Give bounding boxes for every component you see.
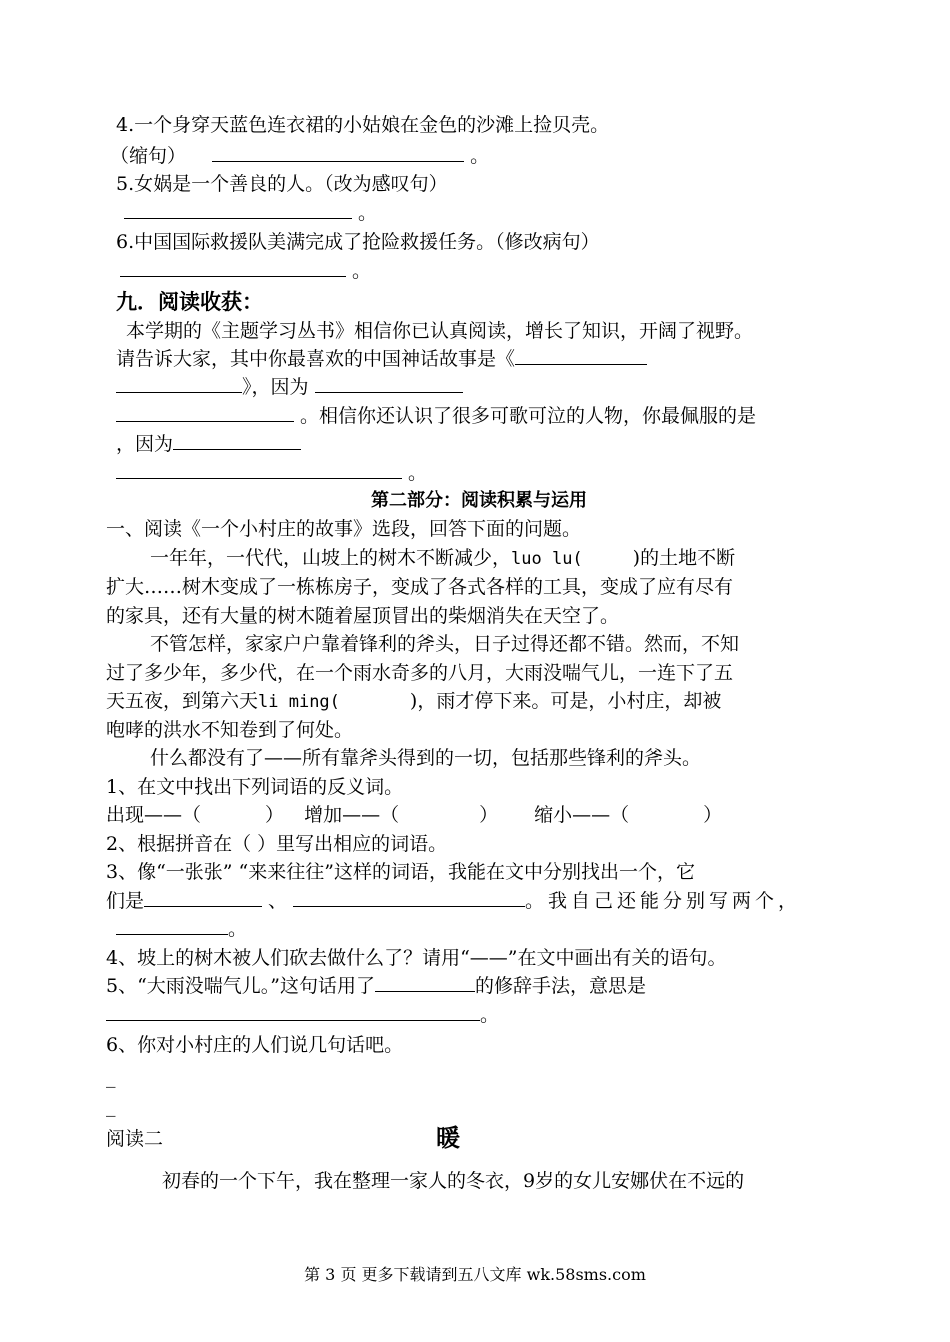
antonym-chuxian-close: ） bbox=[265, 804, 285, 826]
question3-line2 bbox=[106, 888, 801, 914]
section9-heading: 九．阅读收获： bbox=[116, 290, 263, 314]
q5-line bbox=[116, 171, 448, 197]
q4-answer-line bbox=[110, 143, 489, 169]
question3-text-b3: 。我自己还能分别写两个， bbox=[525, 890, 802, 912]
q4-hint: （缩句） bbox=[110, 145, 187, 167]
question3-line1: 3、像“一张张” “来来往往”这样的词语，我能在文中分别找出一个，它 bbox=[106, 861, 695, 883]
q4-text: 4.一个身穿天蓝色连衣裙的小姑娘在金色的沙滩上捡贝壳。 bbox=[116, 114, 610, 136]
q4-period: 。 bbox=[470, 145, 490, 167]
section9-line4 bbox=[116, 403, 756, 429]
answer-dash-1[interactable]: _ bbox=[106, 1066, 116, 1088]
passage1-line3: 的家具，还有大量的树木随着屋顶冒出的柴烟消失在天空了。 bbox=[106, 605, 620, 627]
section9-text3: 》，因为 bbox=[242, 376, 309, 398]
luolu-answer-blank[interactable] bbox=[583, 546, 633, 564]
reason-blank-cont[interactable] bbox=[116, 403, 294, 422]
part2-title: 第二部分：阅读积累与运用 bbox=[371, 490, 587, 511]
reason-blank[interactable] bbox=[315, 374, 463, 393]
section9-line5 bbox=[116, 431, 301, 457]
section9-line6 bbox=[116, 460, 427, 486]
passage2-line2: 过了多少年，多少代，在一个雨水奇多的八月，大雨没喘气儿，一连下了五 bbox=[106, 662, 734, 684]
passage1-text1: 一年年，一代代，山坡上的树木不断减少， bbox=[150, 547, 512, 569]
q6-text: 6.中国国际救援队美满完成了抢险救援任务。（修改病句） bbox=[116, 231, 600, 253]
reading2-paragraph: 初春的一个下午，我在整理一家人的冬衣，9岁的女儿安娜伏在不远的 bbox=[162, 1170, 745, 1192]
question3-text-c: 。 bbox=[228, 918, 248, 940]
antonym-suoxiao-label: 缩小——（ bbox=[534, 804, 630, 826]
section9-line3 bbox=[116, 374, 463, 400]
q4-line bbox=[116, 112, 609, 138]
antonym-suoxiao-close: ） bbox=[703, 804, 723, 826]
q3-blank-2[interactable] bbox=[293, 888, 525, 907]
q6-answer-blank[interactable] bbox=[120, 258, 346, 277]
antonym-zengjia-label: 增加——（ bbox=[304, 804, 400, 826]
q6-line bbox=[116, 229, 600, 255]
question2: 2、根据拼音在（ ）里写出相应的词语。 bbox=[106, 833, 448, 855]
question6: 6、你对小村庄的人们说几句话吧。 bbox=[106, 1034, 404, 1056]
question5-line2 bbox=[106, 1002, 499, 1028]
section9-line2 bbox=[116, 346, 647, 372]
hero-reason-blank[interactable] bbox=[173, 431, 301, 450]
answer-dash-2[interactable]: _ bbox=[106, 1095, 116, 1117]
reading2-label: 阅读二 bbox=[106, 1128, 164, 1150]
pinyin-liming: li ming( bbox=[258, 692, 340, 712]
q5-answer-line bbox=[124, 200, 377, 226]
passage1-text1b: )的土地不断 bbox=[632, 547, 736, 569]
question3-text-b2: 、 bbox=[268, 890, 288, 912]
question4: 4、坡上的树木被人们砍去做什么了？请用“——”在文中画出有关的语句。 bbox=[106, 947, 727, 969]
pinyin-luolu: luo lu( bbox=[511, 549, 583, 569]
part2-intro: 一、阅读《一个小村庄的故事》选段，回答下面的问题。 bbox=[106, 518, 582, 540]
meaning-blank[interactable] bbox=[106, 1002, 480, 1021]
q6-period: 。 bbox=[352, 260, 372, 282]
q5-text: 5.女娲是一个善良的人。（改为感叹句） bbox=[116, 173, 448, 195]
question5-text-a: 5、“大雨没喘气儿。”这句话用了 bbox=[106, 975, 376, 997]
passage2-text3a: 天五夜，到第六天 bbox=[106, 690, 259, 712]
q4-answer-blank[interactable] bbox=[212, 143, 464, 162]
passage2-line1: 不管怎样，家家户户靠着锋利的斧头，日子过得还都不错。然而，不知 bbox=[150, 633, 740, 655]
q3-blank-3[interactable] bbox=[116, 916, 228, 935]
antonym-zengjia-close: ） bbox=[479, 804, 499, 826]
section9-text2: 请告诉大家，其中你最喜欢的中国神话故事是《 bbox=[116, 348, 516, 370]
myth-story-blank[interactable] bbox=[515, 346, 647, 365]
section9-period: 。 bbox=[408, 462, 428, 484]
question5-line1 bbox=[106, 973, 646, 999]
question5-text-b: 的修辞手法，意思是 bbox=[475, 975, 647, 997]
question5-text-c: 。 bbox=[480, 1004, 500, 1026]
section9-line1 bbox=[126, 318, 753, 344]
question3-text-b1: 们是 bbox=[106, 890, 145, 912]
question1-items bbox=[106, 802, 722, 828]
q6-answer-line bbox=[120, 258, 371, 284]
section9-text5: ，因为 bbox=[116, 433, 174, 455]
q5-answer-blank[interactable] bbox=[124, 200, 352, 219]
liming-answer-blank[interactable] bbox=[340, 689, 410, 707]
hero-reason-blank-cont[interactable] bbox=[116, 460, 402, 479]
passage1-line2: 扩大……树木变成了一栋栋房子，变成了各式各样的工具，变成了应有尽有 bbox=[106, 576, 734, 598]
antonym-chuxian-label: 出现——（ bbox=[106, 804, 202, 826]
passage2-text3b: )，雨才停下来。可是，小村庄，却被 bbox=[409, 690, 722, 712]
passage3-line: 什么都没有了——所有靠斧头得到的一切，包括那些锋利的斧头。 bbox=[150, 747, 702, 769]
question3-line3 bbox=[106, 916, 247, 942]
passage2-line4: 咆哮的洪水不知卷到了何处。 bbox=[106, 719, 354, 741]
passage2-line3 bbox=[106, 688, 721, 715]
passage1-line1 bbox=[150, 545, 735, 572]
reading2-title: 暖 bbox=[436, 1124, 460, 1152]
question1: 1、在文中找出下列词语的反义词。 bbox=[106, 776, 404, 798]
q5-period: 。 bbox=[358, 202, 378, 224]
rhetoric-blank[interactable] bbox=[375, 973, 475, 992]
section9-text4: 。相信你还认识了很多可歌可泣的人物，你最佩服的是 bbox=[300, 405, 757, 427]
page-footer: 第 3 页 更多下载请到五八文库 wk.58sms.com bbox=[304, 1265, 646, 1284]
section9-text1: 本学期的《主题学习丛书》相信你已认真阅读，增长了知识，开阔了视野。 bbox=[126, 320, 754, 342]
myth-story-blank-cont[interactable] bbox=[116, 374, 242, 393]
q3-blank-1[interactable] bbox=[144, 888, 262, 907]
